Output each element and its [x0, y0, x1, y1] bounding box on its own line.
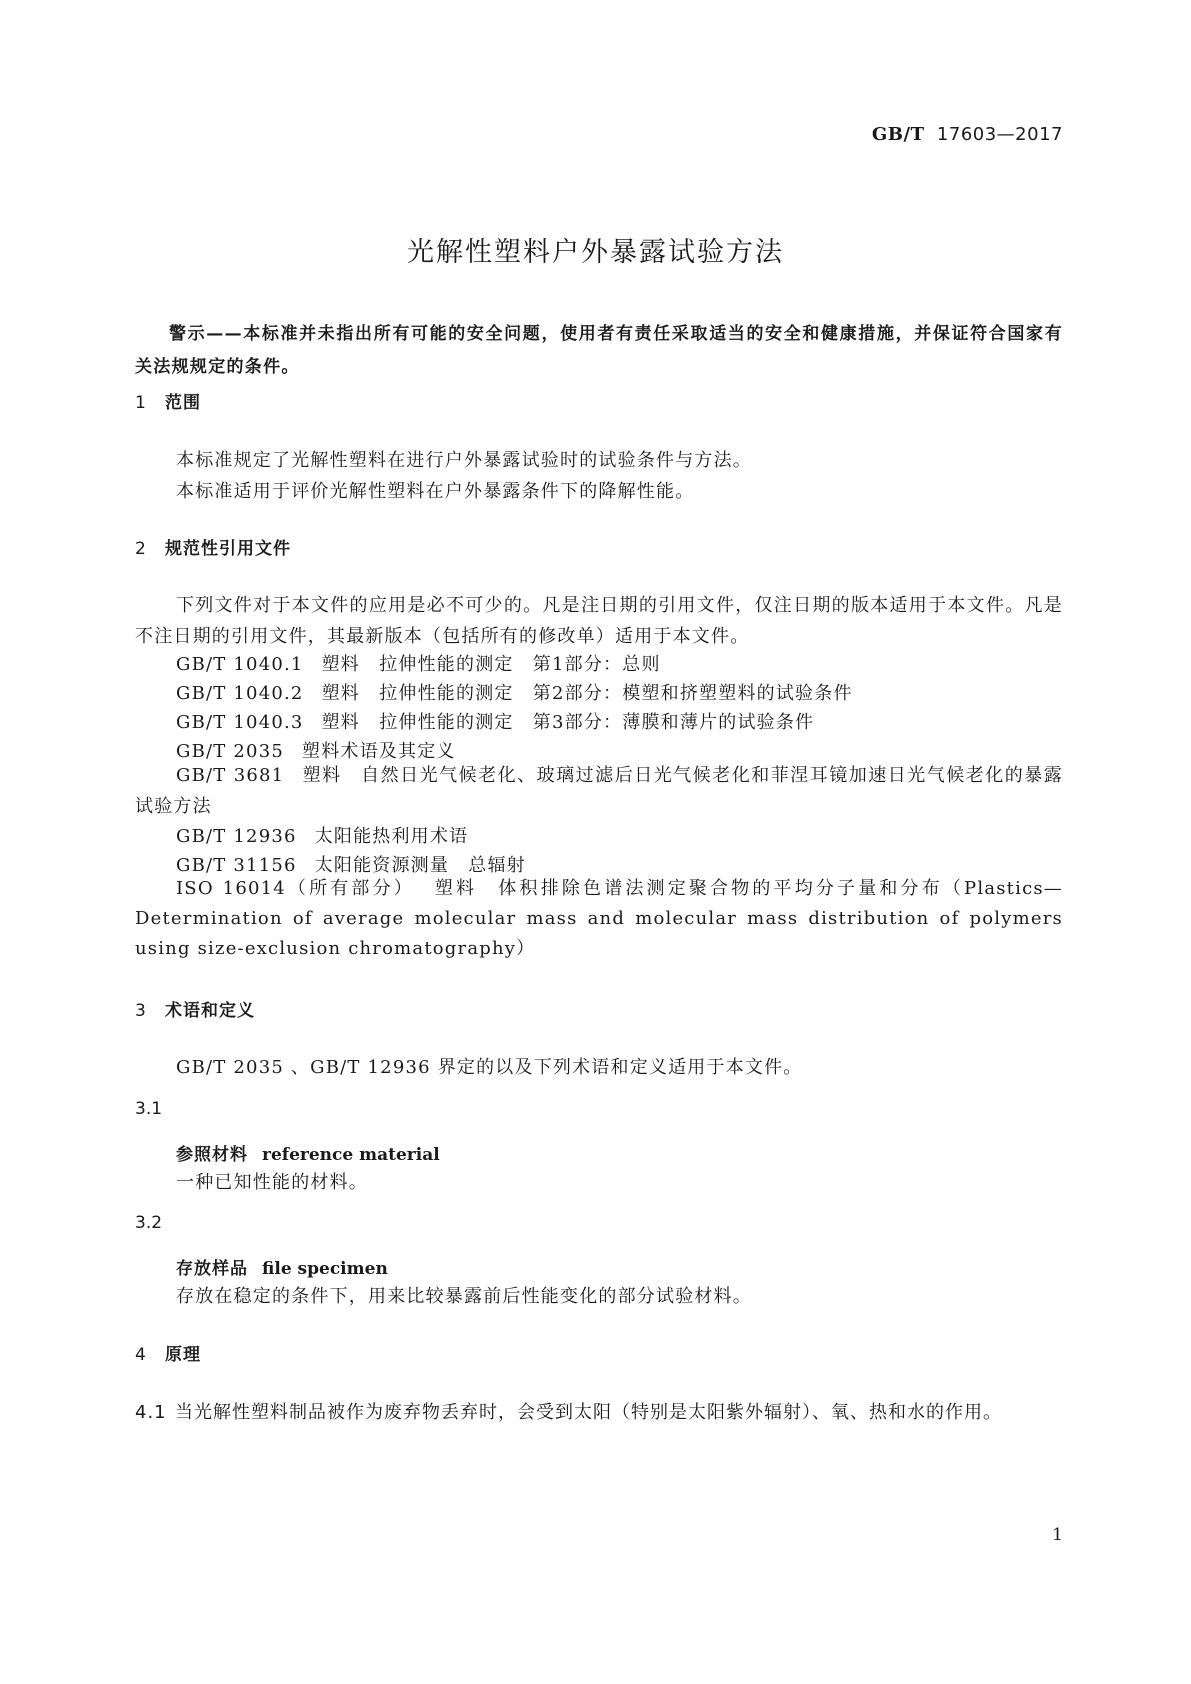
ref-item: GB/T 1040.1 塑料 拉伸性能的测定 第1部分：总则 [176, 654, 661, 675]
term-heading: 存放样品 file specimen [176, 1259, 388, 1279]
term-definition: 一种已知性能的材料。 [176, 1172, 368, 1193]
clause-4-1: 4.1 当光解性塑料制品被作为废弃物丢弃时，会受到太阳（特别是太阳紫外辐射）、氧、热和水的作用。 [135, 1402, 1002, 1423]
section-3-heading: 3 术语和定义 [135, 1001, 255, 1021]
document-title: 光解性塑料户外暴露试验方法 [407, 237, 784, 268]
ref-item: GB/T 3681 塑料 自然日光气候老化、玻璃过滤后日光气候老化和菲涅耳镜加速日光气候老化的暴露试验方法 [135, 765, 1063, 817]
term-number: 3.1 [135, 1099, 163, 1119]
section-2-intro: 下列文件对于本文件的应用是必不可少的。凡是注日期的引用文件，仅注日期的版本适用于本文件。凡是不注日期的引用文件，其最新版本（包括所有的修改单）适用于本文件。 [135, 595, 1063, 647]
warning-notice: 警示——本标准并未指出所有可能的安全问题，使用者有责任采取适当的安全和健康措施，并保证符合国家有关法规规定的条件。 [135, 324, 1063, 377]
ref-item: GB/T 1040.3 塑料 拉伸性能的测定 第3部分：薄膜和薄片的试验条件 [176, 712, 815, 733]
ref-item: GB/T 12936 太阳能热利用术语 [176, 826, 469, 847]
ref-item: GB/T 1040.2 塑料 拉伸性能的测定 第2部分：模塑和挤塑塑料的试验条件 [176, 683, 853, 704]
term-definition: 存放在稳定的条件下，用来比较暴露前后性能变化的部分试验材料。 [176, 1286, 752, 1307]
section-3-intro: GB/T 2035 、GB/T 12936 界定的以及下列术语和定义适用于本文件。 [176, 1057, 803, 1078]
term-heading: 参照材料 reference material [176, 1145, 440, 1165]
section-2-heading: 2 规范性引用文件 [135, 539, 291, 559]
section-4-heading: 4 原理 [135, 1345, 201, 1365]
page-number: 1 [1052, 1525, 1063, 1545]
standard-number: GB/T 17603—2017 [871, 124, 1063, 145]
ref-item: ISO 16014（所有部分） 塑料 体积排除色谱法测定聚合物的平均分子量和分布（Plastics—Determination of average molecular mass and molecular mass distribution of polymers using size-exclusion chromatography） [135, 878, 1063, 959]
section-1-para-1: 本标准规定了光解性塑料在进行户外暴露试验时的试验条件与方法。 [176, 450, 752, 471]
ref-item: GB/T 31156 太阳能资源测量 总辐射 [176, 855, 526, 876]
term-number: 3.2 [135, 1213, 163, 1233]
ref-item: GB/T 2035 塑料术语及其定义 [176, 741, 456, 762]
section-1-heading: 1 范围 [135, 393, 201, 413]
section-1-para-2: 本标准适用于评价光解性塑料在户外暴露条件下的降解性能。 [176, 481, 695, 502]
